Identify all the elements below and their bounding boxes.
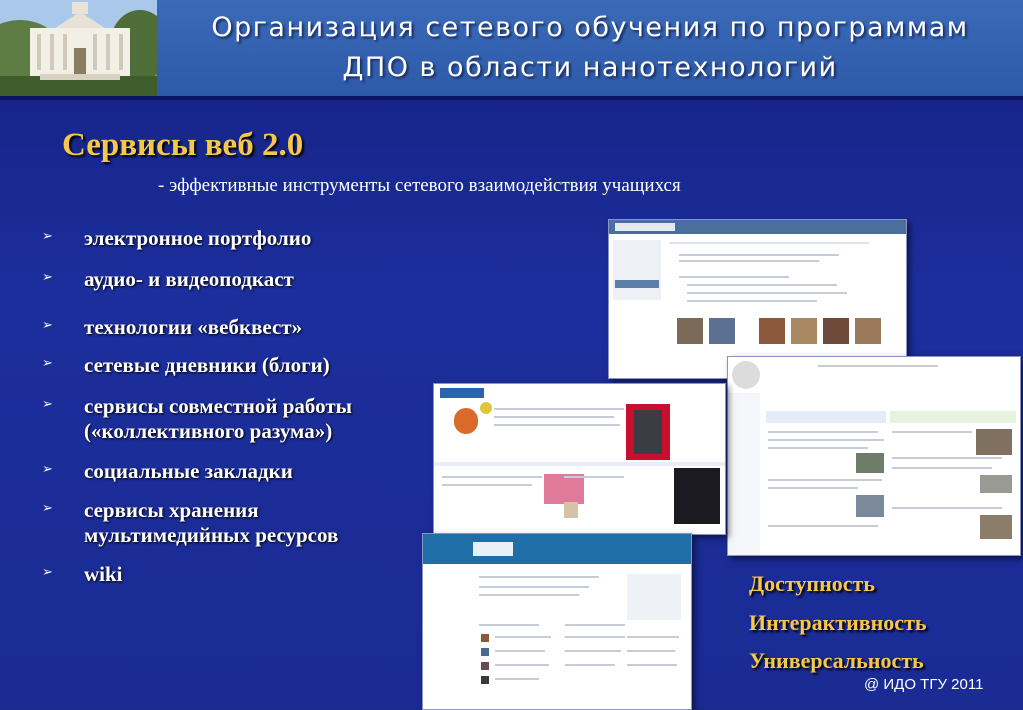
arrow-bullet-icon: ➢: [42, 318, 53, 333]
arrow-bullet-icon: ➢: [42, 229, 53, 244]
list-item-text: wiki: [84, 562, 123, 586]
list-item-text: электронное портфолио: [84, 226, 312, 250]
list-item-text: социальные закладки: [84, 459, 293, 483]
header-divider: [0, 96, 1023, 100]
quality-accessibility: Доступность: [749, 571, 875, 596]
quality-universality: Универсальность: [749, 648, 924, 673]
arrow-bullet-icon: ➢: [42, 565, 53, 580]
arrow-bullet-icon: ➢: [42, 356, 53, 371]
header-title: [160, 8, 1020, 88]
header-title-line-2: ДПО в области нанотехнологий: [342, 52, 838, 83]
wikipedia-screenshot: [727, 356, 1021, 556]
section-title: Сервисы веб 2.0: [62, 127, 304, 163]
section-subtitle: - эффективные инструменты сетевого взаимодействия учащихся: [158, 175, 681, 196]
header-banner: [0, 0, 1023, 98]
list-item-text: сервисы хранения мультимедийных ресурсов: [84, 498, 339, 547]
university-building-photo: [0, 0, 157, 98]
blog-screenshot: [422, 533, 692, 710]
arrow-bullet-icon: ➢: [42, 501, 53, 516]
list-item-text: аудио- и видеоподкаст: [84, 267, 294, 291]
header-title-line-1: Организация сетевого обучения по программам: [211, 12, 969, 43]
arrow-bullet-icon: ➢: [42, 462, 53, 477]
arrow-bullet-icon: ➢: [42, 397, 53, 412]
quality-interactivity: Интерактивность: [749, 610, 927, 635]
list-item-text: сетевые дневники (блоги): [84, 353, 330, 377]
copyright-notice: @ ИДО ТГУ 2011: [864, 676, 984, 693]
list-item-text: сервисы совместной работы («коллективного разума»): [84, 394, 353, 443]
arrow-bullet-icon: ➢: [42, 270, 53, 285]
vkontakte-screenshot: [608, 219, 907, 379]
memori-screenshot: [433, 383, 726, 535]
list-item-text: технологии «вебквест»: [84, 315, 303, 339]
